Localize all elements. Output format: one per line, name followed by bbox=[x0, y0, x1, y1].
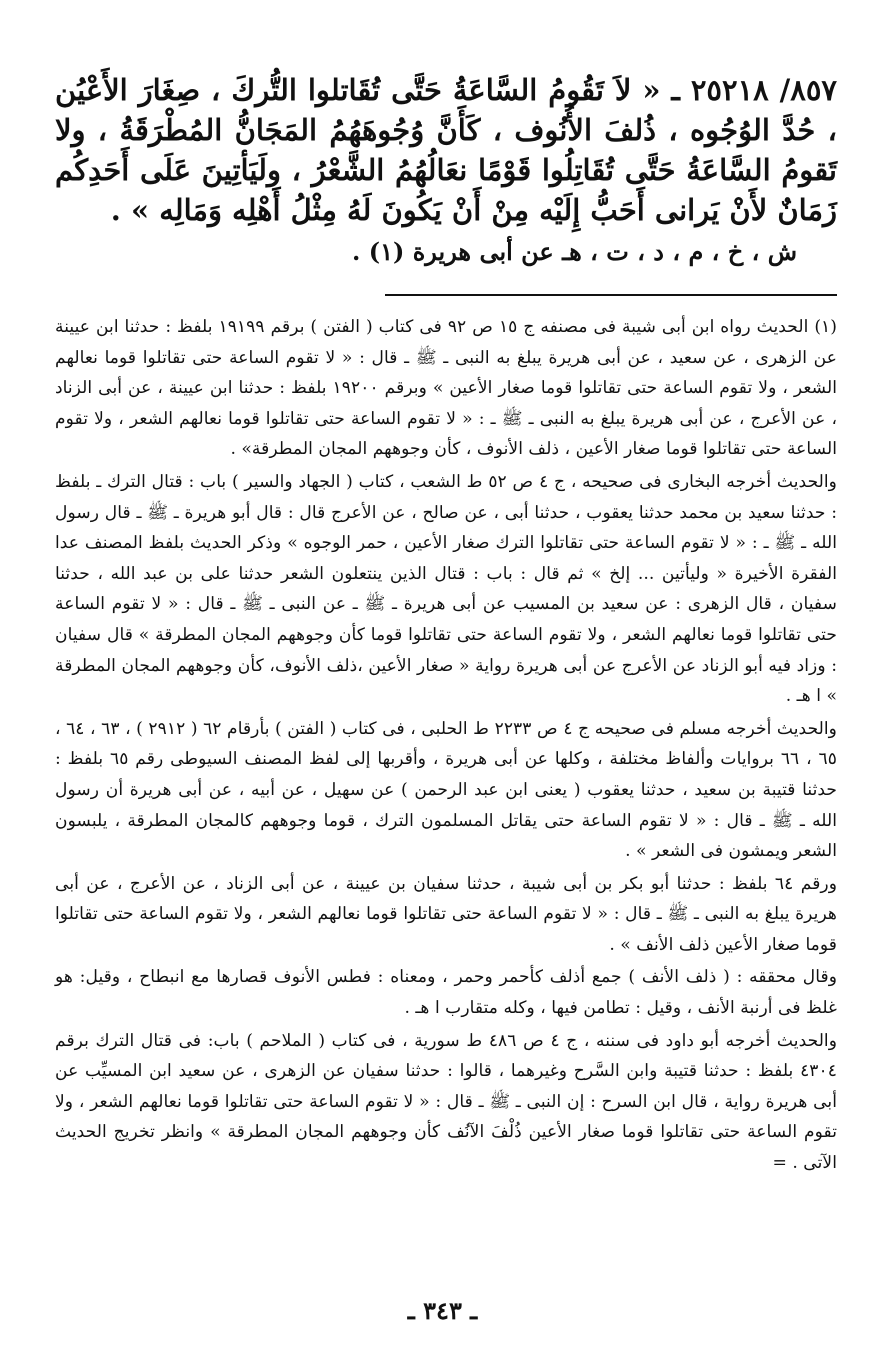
footnote-paragraph: والحديث أخرجه أبو داود فى سننه ، ج ٤ ص ٤٨٦ ط سورية ، فى كتاب ( الملاحم ) باب: فى قتال الترك برقم ٤٣٠٤ بلفظ : حدثنا قتيبة وابن السَّرح وغيرهما ، قالوا : حدثنا سفيان عن الزهرى ، عن سعيد ابن المسيِّب عن أبى هريرة رواية ، قال ابن السرح : إن النبى ـ ﷺ ـ قال : « لا تقوم الساعة حتى تقاتلوا قوما نعالهم الشعر ، ولا تقوم الساعة حتى تقاتلوا قوما صغار الأعين ذُلْفَ الآنُف كأن وجوههم المجان المطرقة » وانظر تخريج الحديث الآتى . = bbox=[55, 1030, 837, 1174]
footnote-paragraph: وقال محققه : ( ذلف الأنف ) جمع أذلف كأحمر وحمر ، ومعناه : فطس الأنوف قصارها مع انبطاح ، وقيل: هو غلظ فى أرنبة الأنف ، وقيل : تطامن فيها ، وكله متقارب ا هـ . bbox=[55, 967, 837, 1019]
hadith-sources: ش ، خ ، م ، د ، ت ، هـ عن أبى هريرة (١) . bbox=[352, 237, 797, 266]
footnote-paragraph: والحديث أخرجه البخارى فى صحيحه ، ج ٤ ص ٥٢ ط الشعب ، كتاب ( الجهاد والسير ) باب : قتال الترك ـ بلفظ : حدثنا سعيد بن محمد حدثنا يعقوب ، حدثنا أبى ، عن صالح ، عن الأعرج قال : قال أبو هريرة ـ ﷺ ـ قال رسول الله ـ ﷺ ـ : « لا تقوم الساعة حتى تقاتلوا الترك صغار الأعين ، حمر الوجوه » وذكر الحديث بلفظ المصنف عدا الفقرة الأخيرة « وليأتين ... إلخ » ثم قال : باب : قتال الذين ينتعلون الشعر حدثنا على بن عبد الله ، حدثنا سفيان ، قال الزهرى : عن سعيد بن المسيب عن أبى هريرة ـ ﷺ ـ عن النبى ـ ﷺ ـ قال : « لا تقوم الساعة حتى تقاتلوا قوما نعالهم الشعر ، ولا تقوم الساعة حتى تقاتلوا قوما كأن وجوههم المجان المطرقة » قال سفيان : وزاد فيه أبو الزناد عن الأعرج عن أبى هريرة رواية « صغار الأعين ،ذلف الأنوف، كأن وجوههم المجان المطرقة » ا هـ . bbox=[55, 471, 837, 707]
hadith-text-block bbox=[55, 70, 837, 230]
footnote-paragraph: (١) الحديث رواه ابن أبى شيبة فى مصنفه ج ١٥ ص ٩٢ فى كتاب ( الفتن ) برقم ١٩١٩٩ بلفظ : حدثنا ابن عيينة عن الزهرى ، عن سعيد ، عن أبى هريرة يبلغ به النبى ـ ﷺ ـ قال : « لا تقوم الساعة حتى تقاتلوا قوما نعالهم الشعر ، ولا تقوم الساعة حتى تقاتلوا قوما صغار الأعين » وبرقم ١٩٢٠٠ بلفظ : حدثنا ابن عيينة ، عن أبى الزناد ، عن الأعرج ، عن أبى هريرة يبلغ به النبى ـ ﷺ ـ : « لا تقوم الساعة حتى تقاتلوا قوما نعالهم الشعر ، ولا تقوم الساعة حتى تقاتلوا قوما صغار الأعين ، ذلف الأنوف ، كأن وجوههم المجان المطرقة» . bbox=[55, 317, 837, 460]
hadith-text: ٨٥٧/ ٢٥٢١٨ ـ « لاَ تَقُومُ السَّاعَةُ حَتَّى تُقَاتلوا التُّركَ ، صِغَارَ الأَعْيُن ، حُدَّ الوُجُوه ، ذُلفَ الأُنُوف ، كَأَنَّ وُجُوهَهُمُ المَجَانُّ المُطْرَقَةُ ، ولا تَقومُ السَّاعَةُ حَتَّى تُقَاتِلُوا قَوْمًا نعَالُهُمُ الشَّعْرُ ، ولَيَأتِينَ عَلَى أَحَدِكُم زَمَانٌ لأَنْ يَرانى أَحَبُّ إِلَيْه مِنْ أَنْ يَكُونَ لَهُ مِثْلُ أَهْلِه وَمَالِه » . bbox=[55, 73, 837, 227]
page-number: ـ ٣٤٣ ـ bbox=[407, 1296, 478, 1325]
footnote-paragraph: والحديث أخرجه مسلم فى صحيحه ج ٤ ص ٢٢٣٣ ط الحلبى ، فى كتاب ( الفتن ) بأرقام ٦٢ ( ٢٩١٢ ) ، ٦٣ ، ٦٤ ، ٦٥ ، ٦٦ بروايات وألفاظ مختلفة ، وكلها عن أبى هريرة ، وأقربها إلى لفظ المصنف السيوطى رقم ٦٥ بلفظ : حدثنا قتيبة بن سعيد ، حدثنا يعقوب ( يعنى ابن عبد الرحمن ) عن سهيل ، عن أبيه ، عن أبى هريرة أن رسول الله ـ ﷺ ـ قال : « لا تقوم الساعة حتى يقاتل المسلمون الترك ، قوما وجوههم كالمجان المطرقة ، يلبسون الشعر ويمشون فى الشعر » . bbox=[55, 718, 837, 862]
footnotes bbox=[55, 312, 837, 1179]
footnote-paragraph: ورقم ٦٤ بلفظ : حدثنا أبو بكر بن أبى شيبة ، حدثنا سفيان بن عيينة ، عن أبى الزناد ، عن الأعرج ، عن أبى هريرة يبلغ به النبى ـ ﷺ ـ قال : « لا تقوم الساعة حتى تقاتلوا قوما نعالهم الشعر ، ولا تقوم الساعة حتى تقاتلوا قوما صغار الأعين ذلف الأنف » . bbox=[55, 873, 838, 955]
footnote-separator bbox=[385, 294, 837, 296]
